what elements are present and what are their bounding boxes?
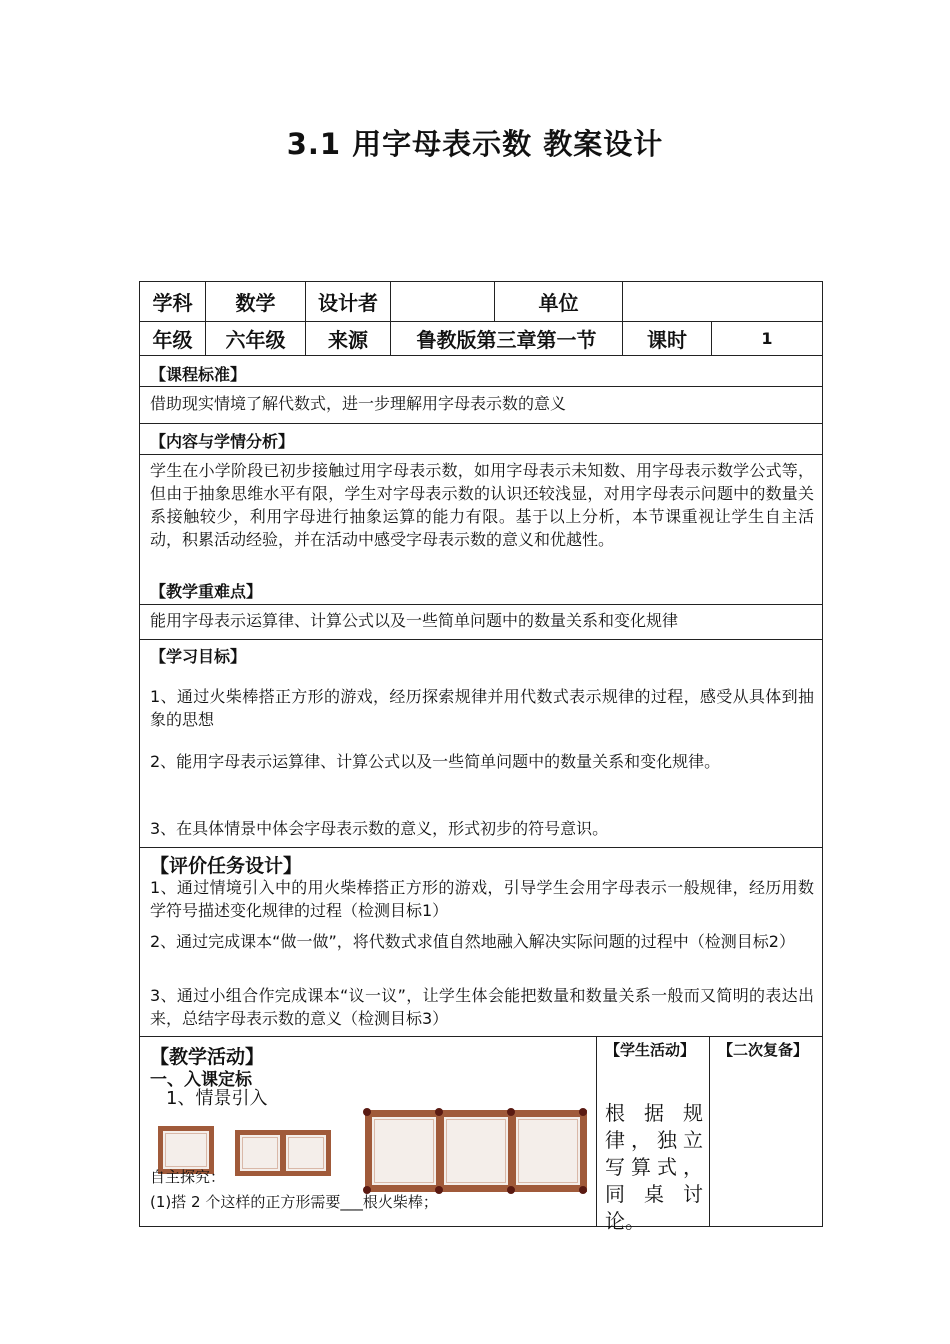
evaluation-heading: 【评价任务设计】 xyxy=(150,855,303,877)
explore-question: (1)搭 2 个这样的正方形需要___根火柴棒； xyxy=(150,1193,438,1211)
subject-label: 学科 xyxy=(140,282,206,321)
info-row-1 xyxy=(140,282,822,322)
review-heading: 【二次复备】 xyxy=(718,1041,809,1059)
analysis-heading: 【内容与学情分析】 xyxy=(150,432,295,451)
objectives-heading: 【学习目标】 xyxy=(150,647,247,666)
lesson-plan-table xyxy=(139,281,823,1233)
period-value: 1 xyxy=(761,329,773,348)
activities-heading: 【教学活动】 xyxy=(150,1046,265,1068)
source-label: 来源 xyxy=(306,322,391,355)
designer-label: 设计者 xyxy=(306,282,391,321)
source-value: 鲁教版第三章第一节 xyxy=(391,322,623,355)
info-row-2 xyxy=(140,322,822,356)
activities-sub1: 一、入课定标 xyxy=(150,1070,252,1090)
subject-value: 数学 xyxy=(206,282,306,321)
column-divider-1 xyxy=(596,1036,597,1226)
objective-item-2: 2、能用字母表示运算律、计算公式以及一些简单问题中的数量关系和变化规律。 xyxy=(150,752,721,771)
page-title: 3.1 用字母表示数 教案设计 xyxy=(286,127,664,161)
evaluation-item-2: 2、通过完成课本“做一做”，将代数式求值自然地融入解决实际问题的过程中（检测目标2） xyxy=(150,932,795,951)
activities-sub2: 1、情景引入 xyxy=(166,1088,268,1109)
objective-item-1: 1、通过火柴棒搭正方形的游戏，经历探索规律并用代数式表示规律的过程，感受从具体到抽象的思想 xyxy=(150,687,814,729)
grade-label: 年级 xyxy=(140,322,206,355)
course-standard-heading: 【课程标准】 xyxy=(150,365,247,384)
analysis-text: 学生在小学阶段已初步接触过用字母表示数，如用字母表示未知数、用字母表示数学公式等，但由于抽象思维水平有限，学生对字母表示数的认识还较浅显，对用字母表示问题中的数量关系接触较少，利用字母进行抽象运算的能力有限。基于以上分析，本节课重视让学生自主活动，积累活动经验，并在活动中感受字母表示数的意义和优越性。 xyxy=(150,461,814,549)
evaluation-item-1: 1、通过情境引入中的用火柴棒搭正方形的游戏，引导学生会用字母表示一般规律，经历用数学符号描述变化规律的过程（检测目标1） xyxy=(150,878,814,920)
period-label: 课时 xyxy=(623,322,712,355)
objective-item-3: 3、在具体情景中体会字母表示数的意义，形式初步的符号意识。 xyxy=(150,819,609,838)
unit-label: 单位 xyxy=(495,282,623,321)
column-divider-2 xyxy=(709,1036,710,1226)
explore-label: 自主探究： xyxy=(150,1168,226,1186)
three-squares-figure xyxy=(365,1110,587,1192)
key-points-heading: 【教学重难点】 xyxy=(150,582,263,601)
student-activity-text: 根据规律，独立写算式，同桌讨论。 xyxy=(605,1101,703,1233)
course-standard-text: 借助现实情境了解代数式，进一步理解用字母表示数的意义 xyxy=(150,394,567,413)
unit-value xyxy=(623,282,822,321)
grade-value: 六年级 xyxy=(206,322,306,355)
evaluation-item-3: 3、通过小组合作完成课本“议一议”，让学生体会能把数量和数量关系一般而又简明的表达出来，总结字母表示数的意义（检测目标3） xyxy=(150,986,814,1028)
student-activity-heading: 【学生活动】 xyxy=(605,1041,696,1059)
key-points-text: 能用字母表示运算律、计算公式以及一些简单问题中的数量关系和变化规律 xyxy=(150,611,679,630)
designer-value xyxy=(391,282,495,321)
